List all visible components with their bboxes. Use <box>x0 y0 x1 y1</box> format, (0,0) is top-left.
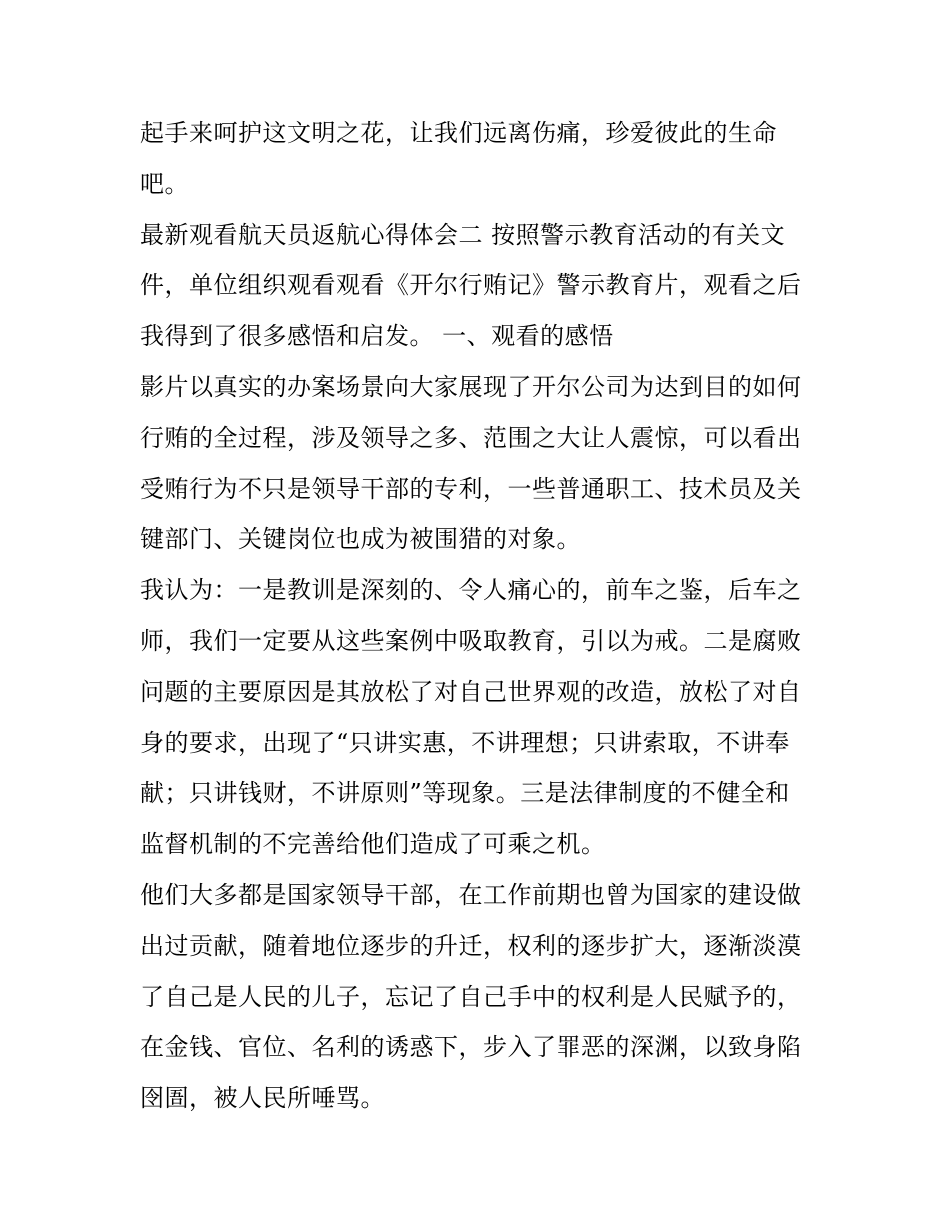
text-line: 最新观看航天员返航心得体会二 按照警示教育活动的有关文 <box>140 220 786 249</box>
document-body <box>140 108 812 1124</box>
text-line: 他们大多都是国家领导干部，在工作前期也曾为国家的建设做 <box>140 880 802 909</box>
text-line: 身的要求，出现了“只讲实惠，不讲理想；只讲索取，不讲奉 <box>140 728 790 757</box>
text-line: 行贿的全过程，涉及领导之多、范围之大让人震惊，可以看出 <box>140 423 802 452</box>
text-line: 影片以真实的办案场景向大家展现了开尔公司为达到目的如何 <box>140 372 802 401</box>
text-line: 出过贡献，随着地位逐步的升迁，权利的逐步扩大，逐渐淡漠 <box>140 931 802 960</box>
text-line: 囹圄，被人民所唾骂。 <box>140 1084 385 1113</box>
text-line: 受贿行为不只是领导干部的专利，一些普通职工、技术员及关 <box>140 474 802 503</box>
text-line: 件，单位组织观看观看《开尔行贿记》警示教育片，观看之后 <box>140 271 802 300</box>
text-line: 键部门、关键岗位也成为被围猎的对象。 <box>140 525 581 554</box>
text-line: 问题的主要原因是其放松了对自己世界观的改造，放松了对自 <box>140 677 802 706</box>
text-line: 了自己是人民的儿子，忘记了自己手中的权利是人民赋予的， <box>140 982 802 1011</box>
text-line: 监督机制的不完善给他们造成了可乘之机。 <box>140 830 606 859</box>
text-line: 在金钱、官位、名利的诱惑下，步入了罪恶的深渊，以致身陷 <box>140 1033 802 1062</box>
text-line: 献；只讲钱财，不讲原则”等现象。三是法律制度的不健全和 <box>140 779 790 808</box>
text-line: 吧。 <box>140 169 189 198</box>
text-line: 起手来呵护这文明之花，让我们远离伤痛，珍爱彼此的生命 <box>140 119 777 147</box>
text-line: 师，我们一定要从这些案例中吸取教育，引以为戒。二是腐败 <box>140 626 802 655</box>
text-line: 我得到了很多感悟和启发。 一、观看的感悟 <box>140 322 614 351</box>
text-line: 我认为：一是教训是深刻的、令人痛心的，前车之鉴，后车之 <box>140 576 802 605</box>
